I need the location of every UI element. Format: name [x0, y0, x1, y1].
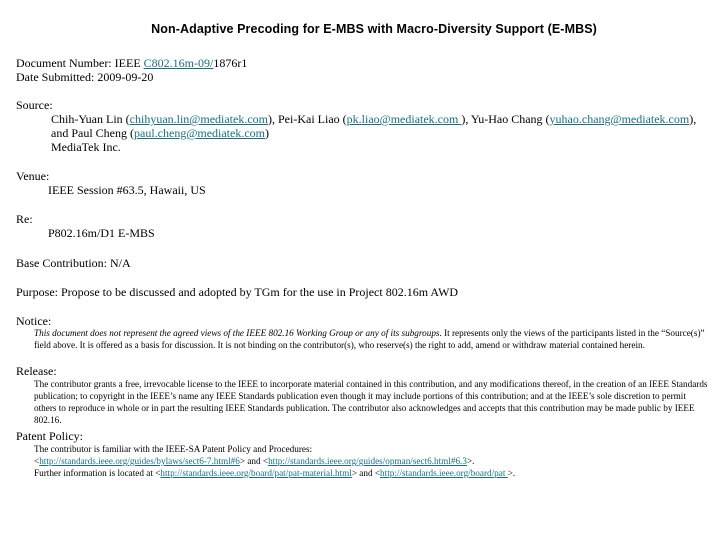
base-contribution: Base Contribution: N/A — [16, 256, 131, 270]
release-section — [16, 378, 709, 426]
document-number-label: Document Number: — [16, 56, 112, 70]
source-section — [16, 98, 696, 154]
source-label: Source: — [16, 98, 53, 112]
date-submitted-value: 2009-09-20 — [97, 70, 154, 84]
date-submitted-line — [16, 70, 153, 84]
purpose: Purpose: Propose to be discussed and adopted by TGm for the use in Project 802.16m AWD — [16, 285, 459, 299]
source-text: ), Pei-Kai Liao ( — [268, 112, 347, 126]
notice-section — [16, 327, 709, 351]
source-company: MediaTek Inc. — [51, 140, 121, 154]
release-label: Release: — [16, 364, 57, 378]
venue-section — [16, 169, 206, 197]
patent-line-2 — [16, 455, 709, 467]
pat-material-link[interactable]: http://standards.ieee.org/board/pat/pat-material.html — [160, 468, 352, 478]
re-label: Re: — [16, 212, 33, 226]
patent-text: < — [34, 456, 40, 466]
date-submitted-label: Date Submitted: — [16, 70, 95, 84]
notice-rest: . It represents only the views of the participants listed in the “Source(s)” field above. It is offered as a basis for discussion. It is not binding on the contributor(s), who reserve(s) the right to add, amend or withdraw material contained herein. — [34, 328, 705, 350]
patent-line-1: The contributor is familiar with the IEEE-SA Patent Policy and Procedures: — [34, 444, 313, 454]
release-text: The contributor grants a free, irrevocable license to the IEEE to incorporate material contained in this contribution, and any modifications thereof, in the creation of an IEEE Standards publication; to copyright in the IEEE’s name any IEEE Standards publication even though it may include portions of this contribution; and at the IEEE’s sole discretion to permit others to reproduce in whole or in part the resulting IEEE Standards publication. The contributor also acknowledges and accepts that this contribution may be made public by IEEE 802.16. — [34, 379, 708, 425]
patent-label: Patent Policy: — [16, 429, 83, 443]
re-value: P802.16m/D1 E-MBS — [48, 226, 155, 240]
patent-text: >. — [466, 456, 475, 466]
venue-value: IEEE Session #63.5, Hawaii, US — [48, 183, 206, 197]
notice-italic: This document does not represent the agreed views of the IEEE 802.16 Working Group or any of its subgroups — [34, 328, 440, 338]
patent-section — [16, 443, 709, 479]
source-line-2 — [16, 126, 696, 140]
document-number-line — [16, 56, 247, 70]
board-pat-link[interactable]: http://standards.ieee.org/board/pat — [380, 468, 508, 478]
email-link-yuhao[interactable]: yuhao.chang@mediatek.com — [549, 112, 690, 126]
patent-text: > and < — [239, 456, 269, 466]
source-line-1 — [16, 112, 696, 126]
document-number-prefix: IEEE — [114, 56, 144, 70]
patent-text: Further information is located at < — [34, 468, 161, 478]
source-text: and Paul Cheng ( — [51, 126, 134, 140]
notice-label: Notice: — [16, 314, 52, 328]
notice-text — [16, 327, 709, 351]
email-link-pkliao[interactable]: pk.liao@mediatek.com — [346, 112, 462, 126]
re-section — [16, 212, 155, 240]
email-link-chihyuan[interactable]: chihyuan.lin@mediatek.com — [129, 112, 269, 126]
document-number-link[interactable]: C802.16m-09/ — [143, 56, 214, 70]
source-text: ), — [689, 112, 697, 126]
email-link-paul[interactable]: paul.cheng@mediatek.com — [134, 126, 266, 140]
opman-link[interactable]: http://standards.ieee.org/guides/opman/sect6.html#6.3 — [268, 456, 467, 466]
patent-text: > and < — [351, 468, 381, 478]
document-number-suffix: 1876r1 — [213, 56, 248, 70]
bylaws-link[interactable]: http://standards.ieee.org/guides/bylaws/sect6-7.html#6 — [39, 456, 240, 466]
source-text: ) — [265, 126, 270, 140]
venue-label: Venue: — [16, 169, 50, 183]
patent-text: >. — [507, 468, 516, 478]
patent-line-3 — [16, 467, 709, 479]
source-text: ), Yu-Hao Chang ( — [461, 112, 550, 126]
source-text: Chih-Yuan Lin ( — [51, 112, 130, 126]
page-title: Non-Adaptive Precoding for E-MBS with Macro-Diversity Support (E-MBS) — [151, 22, 597, 36]
